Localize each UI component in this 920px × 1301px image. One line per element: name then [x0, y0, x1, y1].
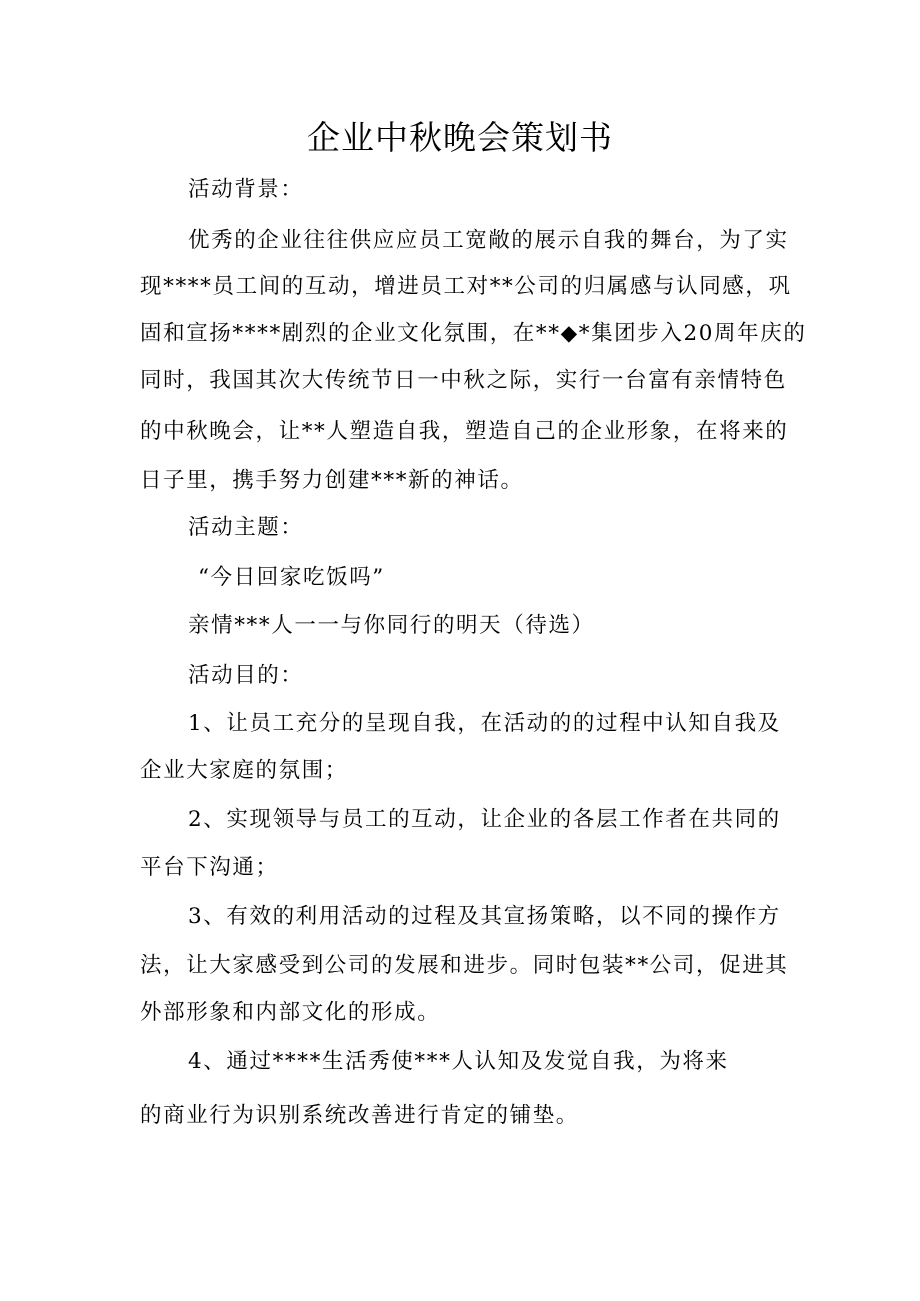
purpose-item-1: 1、让员工充分的呈现自我，在活动的的过程中认知自我及 — [188, 711, 781, 736]
purpose-item-2-continued: 平台下沟通； — [140, 855, 279, 880]
heading-theme: 活动主题： — [188, 515, 304, 540]
heading-purpose: 活动目的： — [188, 663, 304, 688]
paragraph-line: 优秀的企业往往供应应员工宽敞的展示自我的舞台，为了实 — [188, 228, 789, 253]
paragraph-line: 的中秋晚会，让**人塑造自我，塑造自己的企业形象，在将来的 — [140, 419, 789, 444]
document-title: 企业中秋晚会策划书 — [307, 118, 613, 157]
heading-background: 活动背景： — [188, 177, 304, 202]
paragraph-line: 现****员工间的互动，增进员工对**公司的归属感与认同感，巩 — [140, 274, 792, 299]
paragraph-line: 日子里，携手努力创建***新的神话。 — [140, 468, 524, 493]
theme-quote: “今日回家吃饭吗” — [198, 565, 385, 590]
purpose-item-3-continued: 法，让大家感受到公司的发展和进步。同时包装**公司，促进其 — [140, 953, 789, 978]
purpose-item-1-continued: 企业大家庭的氛围； — [140, 758, 348, 783]
purpose-item-4-continued: 的商业行为识别系统改善进行肯定的铺垫。 — [140, 1103, 579, 1128]
purpose-item-2: 2、实现领导与员工的互动，让企业的各层工作者在共同的 — [188, 807, 781, 832]
theme-alternative: 亲情***人一一与你同行的明天（待选） — [188, 613, 595, 638]
purpose-item-4: 4、通过****生活秀使***人认知及发觉自我，为将来 — [188, 1049, 729, 1074]
paragraph-line: 同时，我国其次大传统节日一中秋之际，实行一台富有亲情特色 — [140, 368, 787, 393]
purpose-item-3-continued: 外部形象和内部文化的形成。 — [140, 1000, 441, 1025]
purpose-item-3: 3、有效的利用活动的过程及其宣扬策略，以不同的操作方 — [188, 904, 781, 929]
paragraph-line: 固和宣扬****剧烈的企业文化氛围，在**◆*集团步入20周年庆的 — [140, 321, 807, 346]
